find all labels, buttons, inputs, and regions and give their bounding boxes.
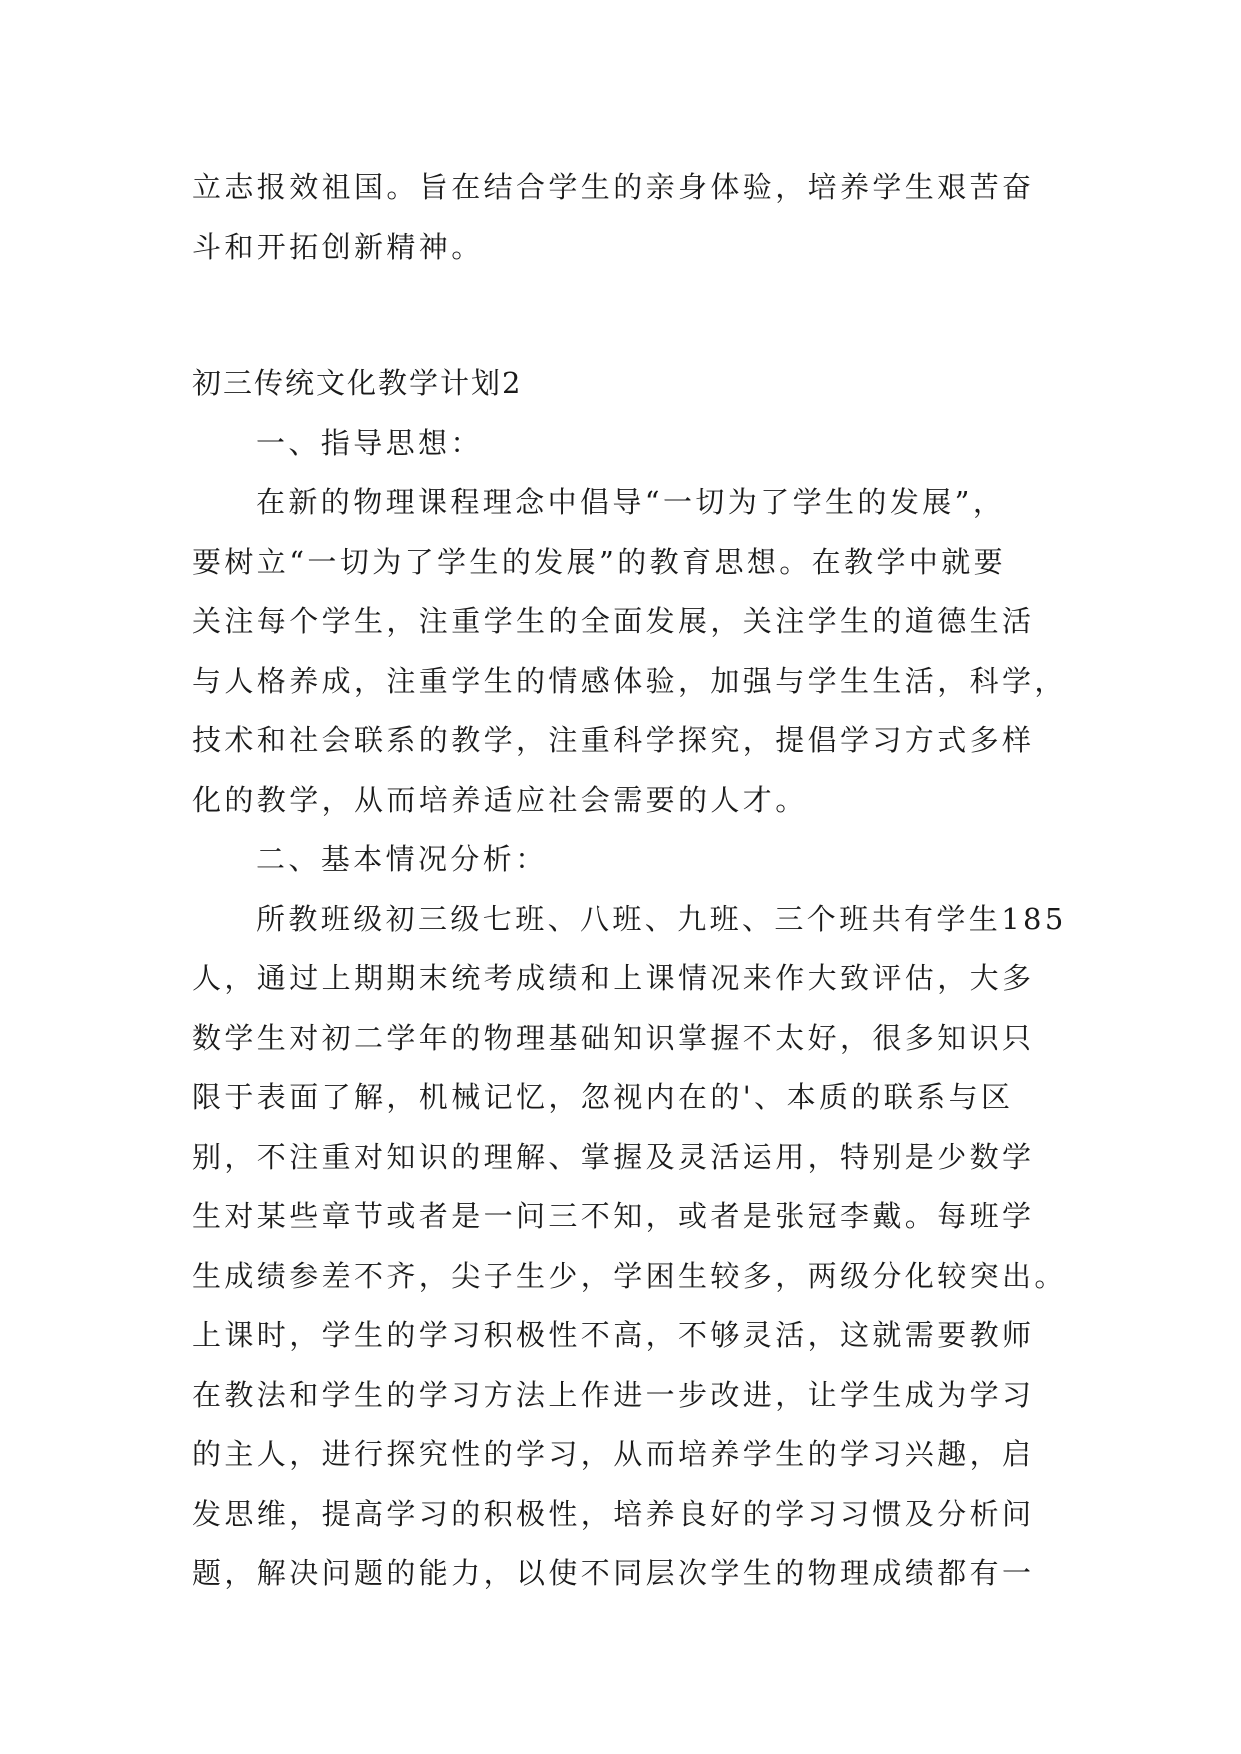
body-line: 限于表面了解，机械记忆，忽视内在的'、本质的联系与区 [192,1080,1014,1114]
body-line: 发思维，提高学习的积极性，培养良好的学习习惯及分析问 [192,1496,1035,1531]
body-line: 别，不注重对知识的理解、掌握及灵活运用，特别是少数学 [192,1139,1035,1174]
body-line: 在新的物理课程理念中倡导“一切为了学生的发展”， [256,485,1006,519]
subheading-situation-analysis: 二、基本情况分析： [256,842,548,876]
body-line: 要树立“一切为了学生的发展”的教育思想。在教学中就要 [192,544,1007,579]
body-line: 人，通过上期期末统考成绩和上课情况来作大致评估，大多 [192,961,1035,995]
body-line: 化的教学，从而培养适应社会需要的人才。 [192,782,808,817]
body-line: 的主人，进行探究性的学习，从而培养学生的学习兴趣，启 [192,1437,1035,1471]
body-line: 题，解决问题的能力，以使不同层次学生的物理成绩都有一 [192,1556,1035,1590]
body-line: 生成绩参差不齐，尖子生少，学困生较多，两级分化较突出。 [192,1258,1067,1293]
body-line: 立志报效祖国。旨在结合学生的亲身体验，培养学生艰苦奋 [192,170,1035,204]
section-title: 初三传统文化教学计划2 [192,366,523,400]
body-line: 数学生对初二学年的物理基础知识掌握不太好，很多知识只 [192,1020,1035,1055]
subheading-guiding-thought: 一、指导思想： [256,425,483,460]
paragraph-gap [192,277,1052,354]
document-body [192,158,1067,1604]
body-line: 与人格养成，注重学生的情感体验，加强与学生生活，科学， [192,663,1067,698]
body-line: 斗和开拓创新精神。 [192,229,484,264]
body-line: 所教班级初三级七班、八班、九班、三个班共有学生185 [256,901,1067,936]
body-line: 上课时，学生的学习积极性不高，不够灵活，这就需要教师 [192,1318,1035,1352]
body-line: 在教法和学生的学习方法上作进一步改进，让学生成为学习 [192,1377,1035,1412]
body-line: 技术和社会联系的教学，注重科学探究，提倡学习方式多样 [192,723,1035,757]
body-line: 生对某些章节或者是一问三不知，或者是张冠李戴。每班学 [192,1199,1035,1233]
body-line: 关注每个学生，注重学生的全面发展，关注学生的道德生活 [192,604,1035,638]
